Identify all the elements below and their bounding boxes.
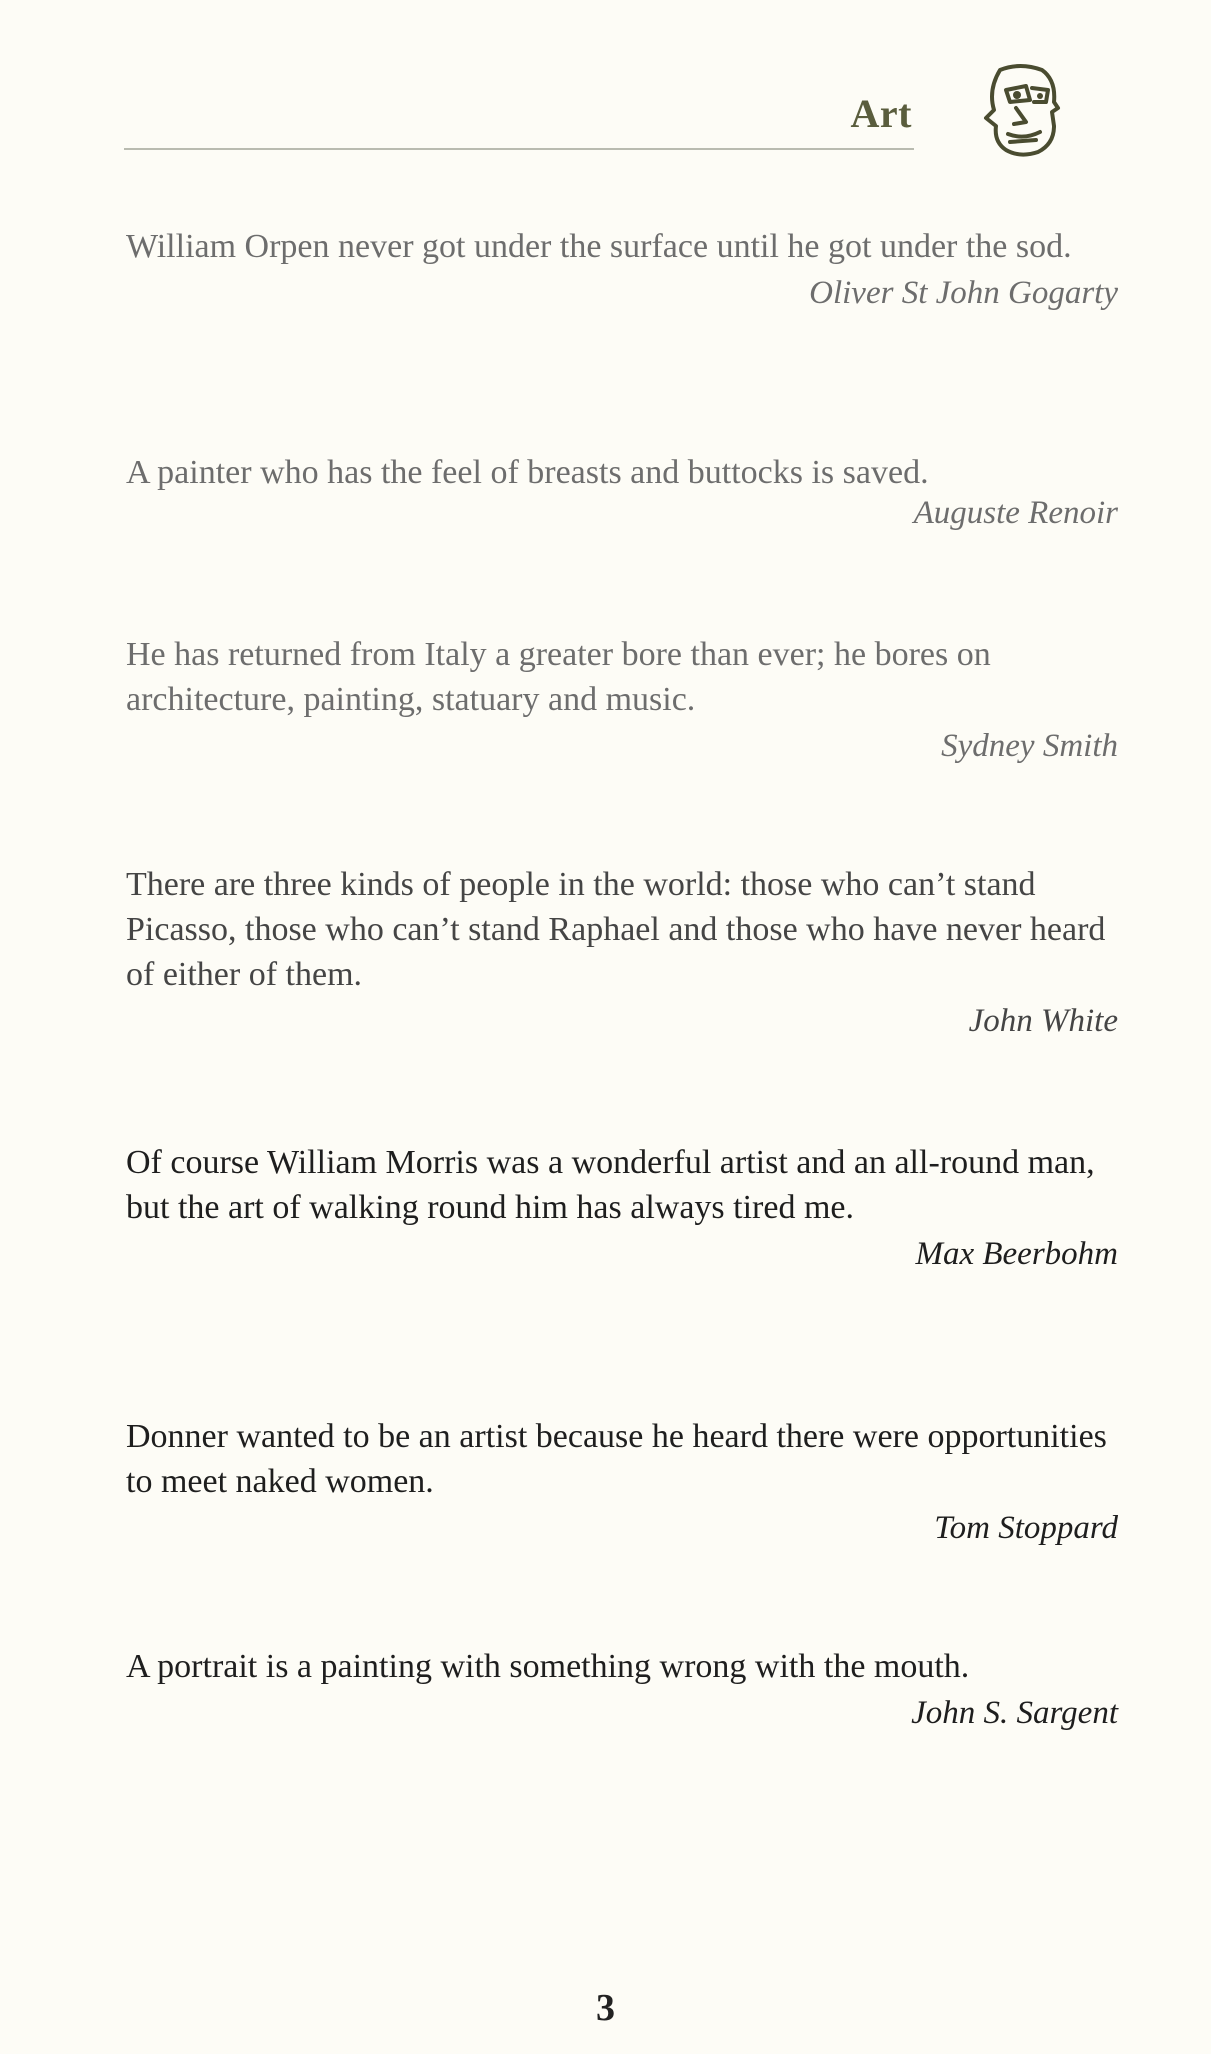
quote-7: [126, 1644, 1118, 1735]
quote-author: Tom Stoppard: [934, 1510, 1118, 1546]
quote-1: [126, 224, 1118, 315]
chapter-title: Art: [850, 91, 912, 136]
quote-4: [126, 862, 1118, 1043]
page-number: 3: [596, 1987, 615, 2029]
header-rule: [124, 148, 914, 150]
quote-6: [126, 1414, 1118, 1550]
quote-author: Max Beerbohm: [915, 1236, 1118, 1272]
quote-text: A portrait is a painting with something wrong with the mouth.: [126, 1648, 970, 1685]
quote-text: A painter who has the feel of breasts and buttocks is saved.: [126, 454, 929, 491]
quote-text: There are three kinds of people in the world: those who can’t stand Picasso, those who can’t stand Raphael and those who have never heard of either of them.: [126, 866, 1106, 993]
quote-author: Auguste Renoir: [913, 495, 1118, 531]
quote-author: John White: [968, 1003, 1118, 1039]
quote-text: William Orpen never got under the surface until he got under the sod.: [126, 228, 1072, 265]
page-header: [124, 60, 1070, 160]
quote-text: Donner wanted to be an artist because he heard there were opportunities to meet naked women.: [126, 1418, 1107, 1500]
quote-text: He has returned from Italy a greater bore than ever; he bores on architecture, painting, statuary and music.: [126, 636, 991, 718]
quote-text: Of course William Morris was a wonderful artist and an all-round man, but the art of walking round him has always tired me.: [126, 1144, 1095, 1226]
abstract-face-icon: [970, 60, 1070, 160]
quote-author: Sydney Smith: [941, 728, 1118, 764]
quote-author: Oliver St John Gogarty: [809, 275, 1118, 311]
quote-3: [126, 632, 1118, 768]
quote-5: [126, 1140, 1118, 1276]
quote-2: [126, 450, 1118, 535]
quote-author: John S. Sargent: [911, 1695, 1118, 1731]
